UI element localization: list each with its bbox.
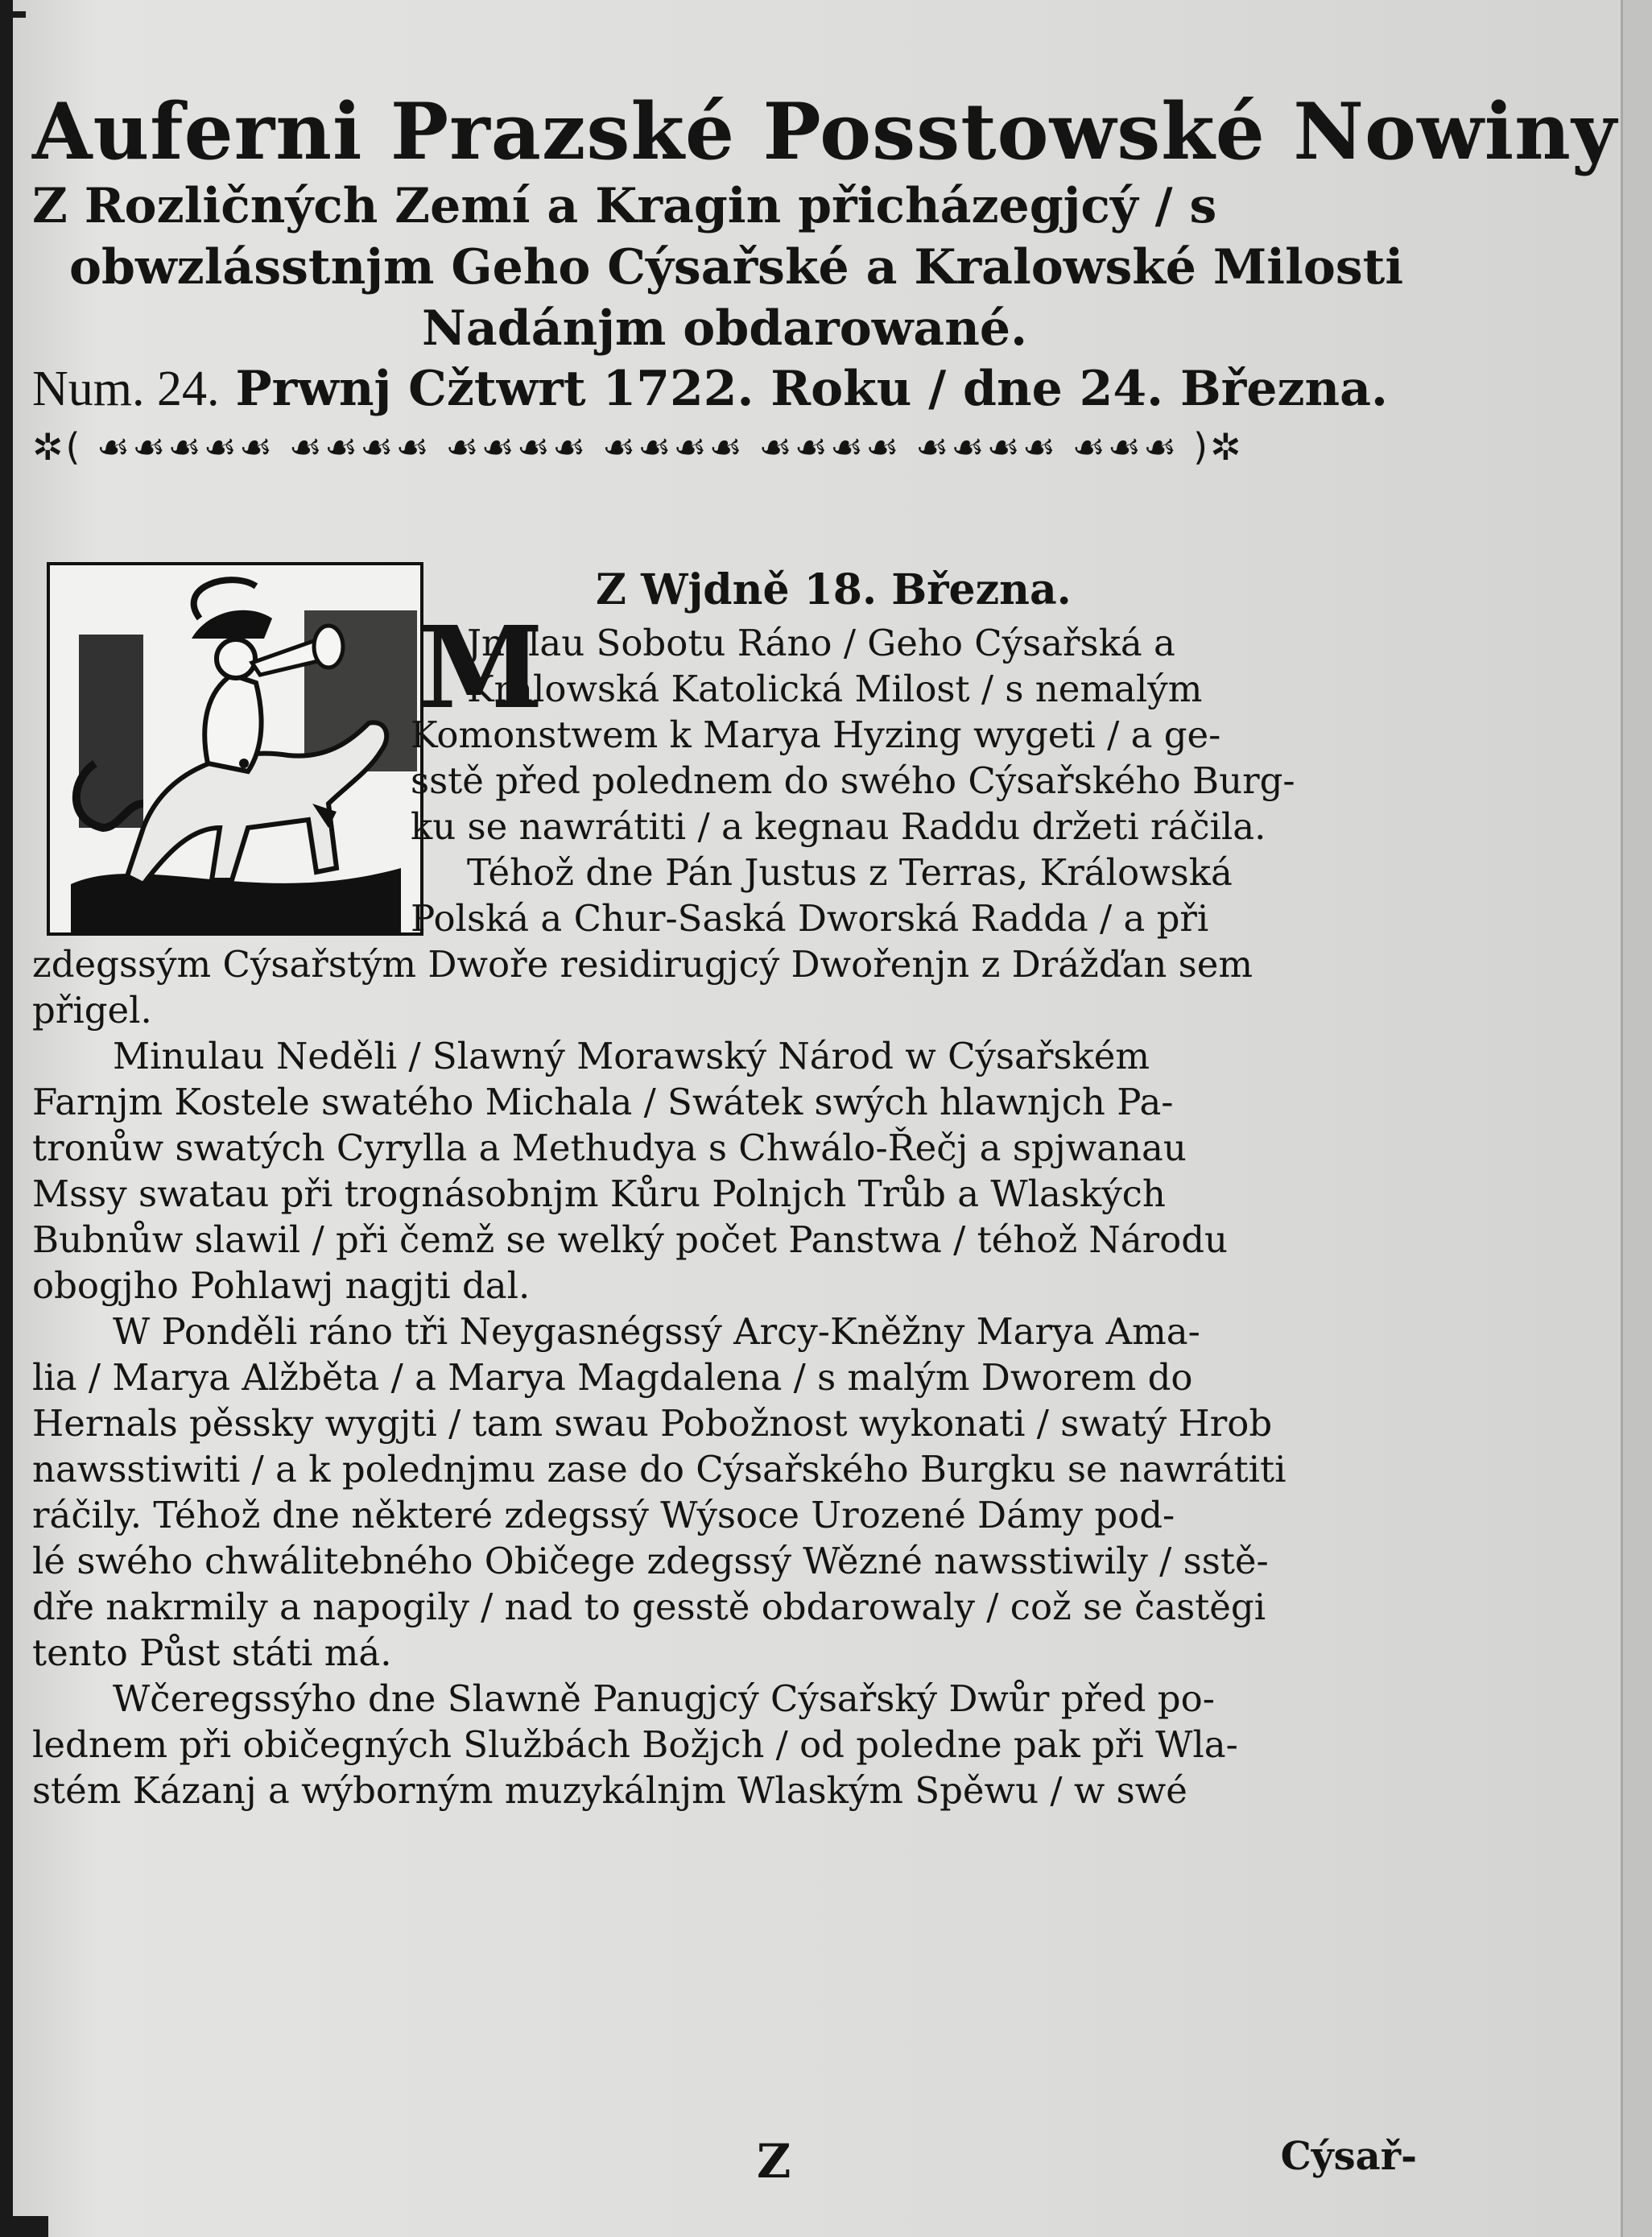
body-line: Komonstwem k Marya Hyzing wygeti / a ge- bbox=[411, 713, 1221, 756]
body-line: zdegssým Cýsařstým Dwoře residirugjcý Dwořenjn z Drážďan sem bbox=[32, 943, 1253, 986]
body-line: ráčily. Téhož dne některé zdegssý Wýsoce Urozené Dámy pod- bbox=[32, 1494, 1175, 1536]
body-line: lé swého chwálitebného Običege zdegssý Wězné nawsstiwily / sstě- bbox=[32, 1540, 1269, 1582]
issue-line bbox=[32, 361, 1417, 418]
body-line: tento Půst státi má. bbox=[32, 1631, 392, 1674]
binding-mark bbox=[13, 11, 26, 18]
body-line: Hernals pěssky wygjti / tam swau Pobožnost wykonati / swatý Hrob bbox=[32, 1402, 1273, 1445]
body-line: tronůw swatých Cyrylla a Methudya s Chwálo-Řečj a spjwanau bbox=[32, 1127, 1187, 1169]
page-edge bbox=[1621, 0, 1652, 2237]
issue-date: Prwnj Cžtwrt 1722. Roku / dne 24. Března. bbox=[235, 361, 1388, 417]
paragraph-1 bbox=[32, 602, 1417, 850]
page-footer bbox=[32, 2134, 1417, 2198]
paragraph-2 bbox=[32, 850, 1417, 1033]
body-line: ku se nawrátiti / a kegnau Raddu držeti ráčila. bbox=[411, 805, 1266, 848]
signature-mark: Z bbox=[757, 2134, 791, 2189]
catchword: Cýsař- bbox=[1280, 2134, 1417, 2179]
body-line: Mssy swatau při trognásobnjm Kůru Polnjch Trůb a Wlaských bbox=[32, 1172, 1166, 1215]
newspaper-page bbox=[32, 86, 1617, 2189]
body-line: Polská a Chur-Saská Dworská Radda / a při bbox=[411, 897, 1209, 940]
body-line: Wčeregssýho dne Slawně Panugjcý Cýsařský Dwůr před po- bbox=[113, 1677, 1215, 1720]
paragraph-5 bbox=[32, 1676, 1417, 1813]
body-line: dře nakrmily a napogily / nad to gesstě obdarowaly / což se častěgi bbox=[32, 1586, 1266, 1628]
body-line: Minulau Neděli / Slawný Morawský Národ w Cýsařském bbox=[113, 1035, 1150, 1077]
body-line: stém Kázanj a wýborným muzykálnjm Wlaským Spěwu / w swé bbox=[32, 1769, 1187, 1812]
body-line: lia / Marya Alžběta / a Marya Magdalena / s malým Dworem do bbox=[32, 1356, 1193, 1399]
body-line: nawsstiwiti / a k polednjmu zase do Cýsařského Burgku se nawrátiti bbox=[32, 1448, 1286, 1491]
paragraph-3 bbox=[32, 1033, 1417, 1309]
paragraph-4 bbox=[32, 1309, 1417, 1676]
body-line: přigel. bbox=[32, 989, 152, 1032]
body-line: lednem při običegných Službách Božjch / od poledne pak při Wla- bbox=[32, 1723, 1238, 1766]
body-line: Bubnůw slawil / při čemž se welký počet Panstwa / téhož Národu bbox=[32, 1218, 1228, 1261]
masthead-title: Auferni Prazské Posstowské Nowiny bbox=[32, 86, 1617, 177]
issue-number: Num. 24. bbox=[32, 362, 220, 416]
body-line: W Ponděli ráno tři Neygasnégssý Arcy-Kněžny Marya Ama- bbox=[113, 1310, 1200, 1353]
binding-edge bbox=[0, 0, 13, 2237]
body-line: sstě před polednem do swého Cýsařského Burg- bbox=[411, 759, 1295, 802]
body-line: Jnulau Sobotu Ráno / Geho Cýsařská a bbox=[467, 622, 1175, 664]
binding-corner bbox=[0, 2216, 48, 2237]
body-line: Farnjm Kostele swatého Michala / Swátek swých hlawnjch Pa- bbox=[32, 1081, 1174, 1123]
dateline: Z Wjdně 18. Března. bbox=[596, 565, 1072, 614]
masthead-subtitle-2: obwzlásstnjm Geho Cýsařské a Kralowské Milosti bbox=[69, 239, 1404, 296]
body-line: obogjho Pohlawj nagjti dal. bbox=[32, 1264, 531, 1307]
body-line: Téhož dne Pán Justus z Terras, Králowská bbox=[467, 851, 1233, 894]
article-body bbox=[32, 602, 1417, 1813]
masthead-subtitle-1: Z Rozličných Zemí a Kragin přicházegjcý / s bbox=[32, 178, 1217, 234]
ornament-row: ✲( ☙☙☙☙☙ ☙☙☙☙ ☙☙☙☙ ☙☙☙☙ ☙☙☙☙ ☙☙☙☙ ☙☙☙ )✲ bbox=[32, 425, 1244, 469]
body-line: Králowská Katolická Milost / s nemalým bbox=[467, 668, 1203, 710]
masthead-subtitle-3: Nadánjm obdarowané. bbox=[422, 300, 1027, 357]
drop-cap: M bbox=[419, 602, 543, 734]
